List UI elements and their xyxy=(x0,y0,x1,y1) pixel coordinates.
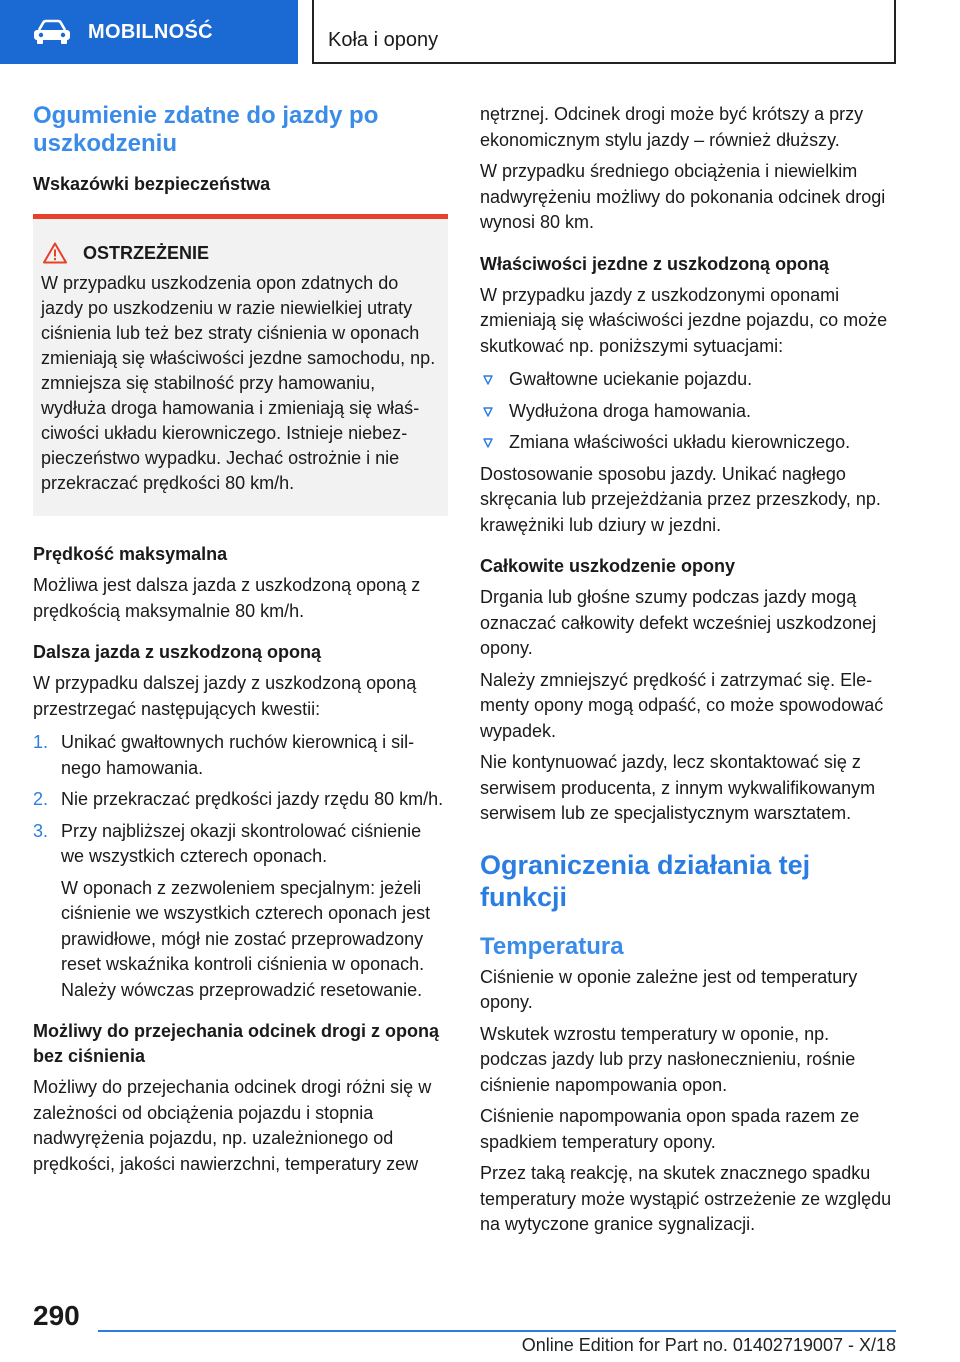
edition-text: Online Edition for Part no. 01402719007 - X/18 xyxy=(521,1335,896,1355)
chapter-label: MOBILNOŚĆ xyxy=(88,20,213,43)
total-damage-heading: Całkowite uszkodzenie opony xyxy=(480,556,736,576)
continue-driving-heading: Dalsza jazda z uszkodzoną oponą xyxy=(33,642,322,662)
total-damage-text-3: Nie kontynuować jazdy, lecz skontaktować się z serwisem producenta, z innym wykwalifikowanym serwisem lub ze specjalistycznym warsztatem. xyxy=(480,752,876,823)
list-item-text: Gwałtowne uciekanie pojazdu. xyxy=(509,369,753,389)
temperature-text-4: Przez taką reakcję, na skutek znacznego spadku temperatury może wystąpić ostrzeżenie ze względu na wytyczone granice sygnalizacji. xyxy=(480,1163,892,1234)
list-item xyxy=(480,430,898,456)
limits-heading: Ograniczenia działania tej funkcji xyxy=(480,849,811,912)
car-icon xyxy=(32,19,72,45)
warning-title-row xyxy=(41,241,438,265)
warning-box xyxy=(33,214,448,516)
right-column xyxy=(480,102,898,1238)
temperature-subheading: Temperatura xyxy=(480,932,624,960)
list-item-number: 3. xyxy=(33,820,49,841)
list-item-text: Przy najbliższej okazji skontrolować ciśnienie we wszystkich czterech oponach. xyxy=(61,820,422,866)
section-header xyxy=(312,0,896,64)
total-damage-text-1: Drgania lub głośne szumy podczas jazdy mogą oznaczać całkowity defekt wcześniej uszkodzonej opony. xyxy=(480,587,877,658)
handling-heading: Właściwości jezdne z uszkodzoną oponą xyxy=(480,253,830,274)
continue-driving-list xyxy=(33,730,448,1003)
section-heading: Ogumienie zdatne do jazdy po uszkodzeniu xyxy=(33,102,379,157)
list-item xyxy=(480,399,898,425)
distance-text: Możliwy do przejechania odcinek drogi różni się w zależności od obciążenia pojazdu i stopnia nadwyrężenia pojazdu, np. uzależnionego od prędkości, jakości nawierzchni, temperatury zew xyxy=(33,1077,432,1174)
list-item xyxy=(33,819,448,1004)
list-item xyxy=(33,730,448,781)
continue-driving-intro: W przypadku dalszej jazdy z uszkodzoną oponą przestrzegać następujących kwestii: xyxy=(33,673,417,719)
warning-triangle-icon xyxy=(43,242,67,264)
section-label: Koła i opony xyxy=(328,29,439,51)
temperature-text-2: Wskutek wzrostu temperatury w oponie, np. podczas jazdy lub przy nasłonecznieniu, rośnie ciśnienie napompowania opon. xyxy=(480,1023,856,1095)
list-item-text: Nie przekraczać prędkości jazdy rzędu 80 km/h. xyxy=(61,789,444,809)
list-item-note: W oponach z zezwoleniem specjalnym: jeżeli ciśnienie we wszystkich czterech oponach jest prawidłowe, mógł nie zostać przeprowadzony reset wskaźnika kontroli ciśnienia w oponach. Należy wówczas przeprowadzić resetowanie. xyxy=(61,877,431,1000)
temperature-text-1: Ciśnienie w oponie zależne jest od temperatury opony. xyxy=(480,966,858,1012)
handling-list xyxy=(480,367,898,456)
distance-average-text: W przypadku średniego obciążenia i niewielkim nadwyrężeniu możliwy do pokonania odcinek drogi wynosi 80 km. xyxy=(480,161,886,232)
list-item-text: Zmiana właściwości układu kierowniczego. xyxy=(509,432,851,452)
total-damage-text-2: Należy zmniejszyć prędkość i zatrzymać się. Elementy opony mogą odpaść, co może spowodować wypadek. xyxy=(480,669,884,741)
list-item xyxy=(480,367,898,393)
page-number: 290 xyxy=(33,1300,80,1331)
list-item-number: 1. xyxy=(33,732,49,752)
list-item-text: Wydłużona droga hamowania. xyxy=(509,400,751,421)
distance-text-continued: nętrznej. Odcinek drogi może być krótszy a przy ekonomicznym stylu jazdy – również dłuższy. xyxy=(480,104,864,150)
safety-subheading: Wskazówki bezpieczeństwa xyxy=(33,174,271,194)
list-item-number: 2. xyxy=(33,789,49,809)
list-item-text: Unikać gwałtownych ruchów kierownicą i silnego hamowania. xyxy=(61,732,415,778)
warning-title: OSTRZEŻENIE xyxy=(83,243,210,263)
triangle-bullet-icon xyxy=(483,438,493,448)
handling-outro: Dostosowanie sposobu jazdy. Unikać nagłego skręcania lub przejeżdżania przez przeszkody, np. krawężniki lub dziury w jezdni. xyxy=(480,463,881,535)
temperature-text-3: Ciśnienie napompowania opon spada razem ze spadkiem temperatury opony. xyxy=(480,1106,860,1152)
handling-intro: W przypadku jazdy z uszkodzonymi oponami zmieniają się właściwości jezdne pojazdu, co może skutkować np. poniższymi sytuacjami: xyxy=(480,284,888,356)
triangle-bullet-icon xyxy=(483,375,493,385)
max-speed-text: Możliwa jest dalsza jazda z uszkodzoną oponą z prędkością maksymalnie 80 km/h. xyxy=(33,575,421,621)
left-column xyxy=(33,102,448,1177)
chapter-tab[interactable] xyxy=(0,0,298,64)
distance-heading: Możliwy do przejechania odcinek drogi z oponą bez ciśnienia xyxy=(33,1021,440,1066)
max-speed-heading: Prędkość maksymalna xyxy=(33,544,228,564)
triangle-bullet-icon xyxy=(483,407,493,417)
warning-text: W przypadku uszkodzenia opon zdatnych do jazdy po uszkodzeniu w razie niewielkiej utraty ciśnienia lub też bez straty ciśnienia w oponach zmieniają się właściwości jezdne samochodu, np. zmniejsza się stabilność przy hamowaniu, wydłuża droga hamowania i zmieniają się właściwości układu kierowniczego. Istnieje niebezpieczeństwo wypadku. Jechać ostrożnie i nie przekraczać prędkości 80 km/h. xyxy=(41,273,436,493)
list-item xyxy=(33,787,448,813)
footer-divider xyxy=(98,1330,896,1332)
